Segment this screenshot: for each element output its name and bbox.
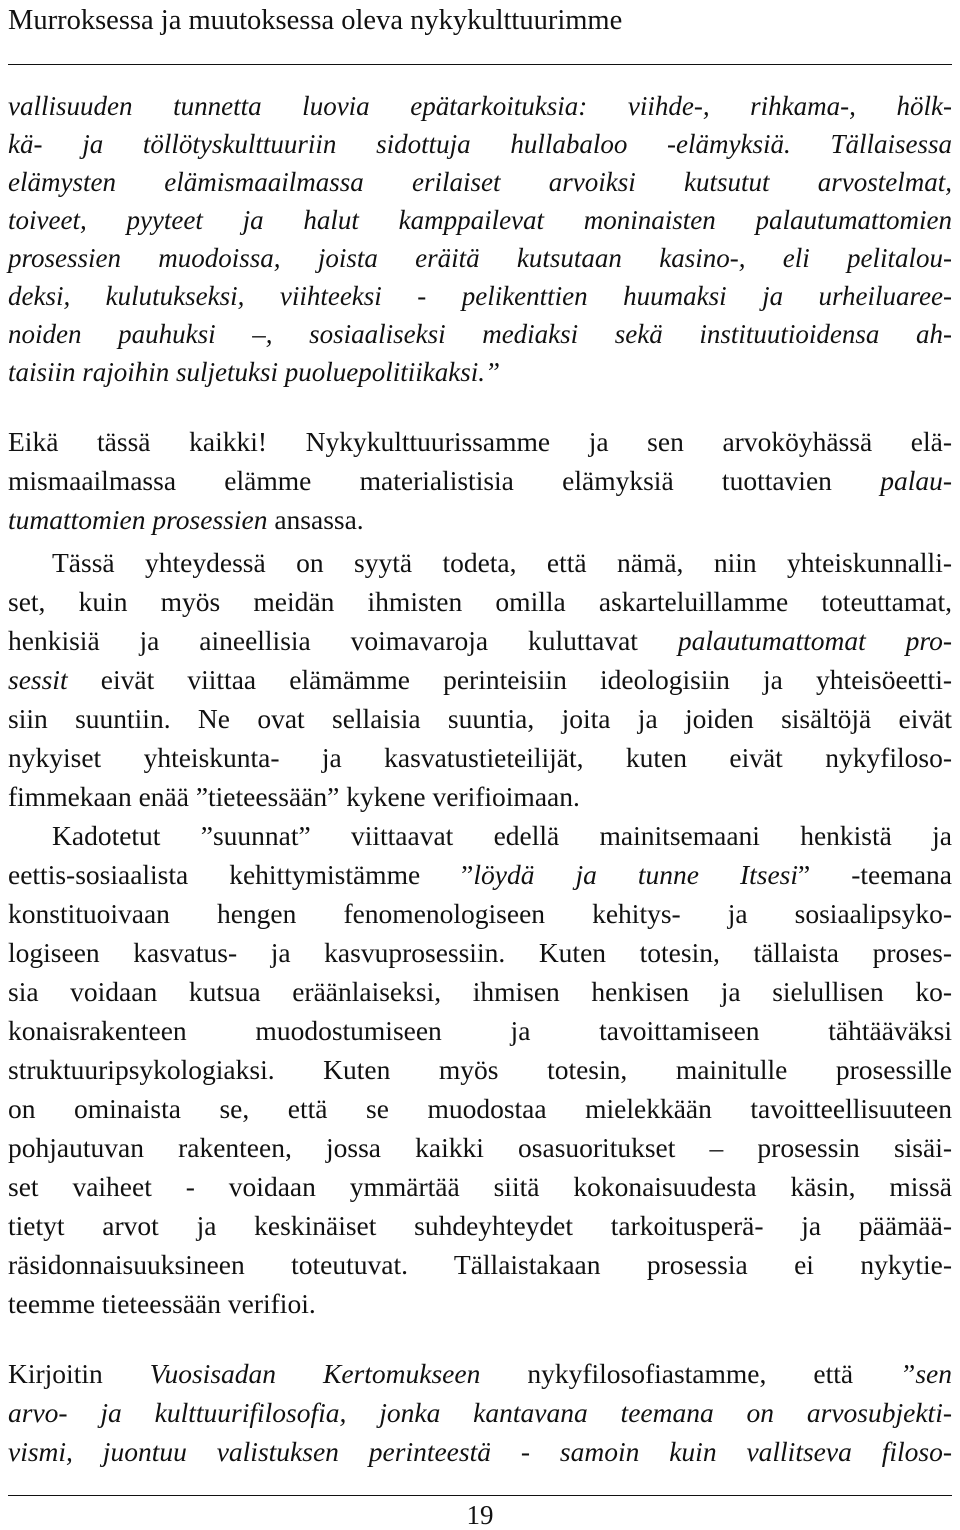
paragraph-line: teemme tieteessään verifioi. bbox=[8, 1288, 316, 1319]
paragraph-line: eettis-sosiaalista kehittymistämme ”löydä ja tunne Itsesi” -teemana bbox=[8, 859, 952, 890]
paragraph-line: Kadotetut ”suunnat” viittaavat edellä mainitsemaani henkistä ja bbox=[52, 820, 952, 851]
paragraph-line: Tässä yhteydessä on syytä todeta, että nämä, niin yhteiskunnalli- bbox=[52, 547, 952, 578]
paragraph-line: tumattomien prosessien ansassa. bbox=[8, 504, 364, 535]
page-number: 19 bbox=[466, 1500, 494, 1530]
paragraph-line: sia voidaan kutsua eräänlaiseksi, ihmisen henkisen ja sielullisen ko- bbox=[8, 976, 952, 1007]
quote-line: kä- ja töllötyskulttuuriin sidottuja hullabaloo -elämyksiä. Tällaisessa bbox=[8, 129, 952, 159]
paragraph-line: sessit eivät viittaa elämämme perinteisiin ideologisiin ja yhteisöeetti- bbox=[8, 664, 952, 695]
paragraph-line: Eikä tässä kaikki! Nykykulttuurissamme ja sen arvoköyhässä elä- bbox=[8, 426, 952, 457]
quote-line: vallisuuden tunnetta luovia epätarkoituksia: viihde-, rihkama-, hölk- bbox=[8, 91, 952, 121]
paragraph-line: vismi, juontuu valistuksen perinteestä - samoin kuin vallitseva filoso- bbox=[8, 1436, 952, 1467]
paragraph-line: logiseen kasvatus- ja kasvuprosessiin. Kuten totesin, tällaista proses- bbox=[8, 937, 952, 968]
paragraph-line: räsidonnaisuuksineen toteutuvat. Tällaistakaan prosessia ei nykytie- bbox=[8, 1249, 952, 1280]
quote-line: noiden pauhuksi –, sosiaaliseksi mediaksi sekä instituutioidensa ah- bbox=[8, 319, 952, 349]
paragraph-line: tietyt arvot ja keskinäiset suhdeyhteydet tarkoitusperä- ja päämää- bbox=[8, 1210, 952, 1241]
paragraph-line: struktuuripsykologiaksi. Kuten myös totesin, mainitulle prosessille bbox=[8, 1054, 952, 1085]
paragraph-line: Kirjoitin Vuosisadan Kertomukseen nykyfilosofiastamme, että ”sen bbox=[8, 1358, 952, 1389]
quote-line: toiveet, pyyteet ja halut kamppailevat moninaisten palautumattomien bbox=[8, 205, 952, 235]
quote-line: prosessien muodoissa, joista eräitä kutsutaan kasino-, eli pelitalou- bbox=[8, 243, 952, 273]
header-rule bbox=[8, 64, 952, 65]
paragraph-line: mismaailmassa elämme materialistisia elämyksiä tuottavien palau- bbox=[8, 465, 952, 496]
paragraph-line: siin suuntiin. Ne ovat sellaisia suuntia, joita ja joiden sisältöjä eivät bbox=[8, 703, 952, 734]
paragraph-line: konstituoivaan hengen fenomenologiseen kehitys- ja sosiaalipsyko- bbox=[8, 898, 952, 929]
paragraph-line: fimmekaan enää ”tieteessään” kykene verifioimaan. bbox=[8, 781, 580, 812]
running-header: Murroksessa ja muutoksessa oleva nykykulttuurimme bbox=[8, 5, 623, 36]
paragraph-line: set vaiheet - voidaan ymmärtää siitä kokonaisuudesta käsin, missä bbox=[8, 1171, 952, 1202]
paragraph-line: henkisiä ja aineellisia voimavaroja kuluttavat palautumattomat pro- bbox=[8, 625, 952, 656]
paragraph-line: konaisrakenteen muodostumiseen ja tavoittamiseen tähtääväksi bbox=[8, 1015, 952, 1046]
quote-line: elämysten elämismaailmassa erilaiset arvoiksi kutsutut arvostelmat, bbox=[8, 167, 952, 197]
paragraph-line: nykyiset yhteiskunta- ja kasvatustieteilijät, kuten eivät nykyfiloso- bbox=[8, 742, 952, 773]
quote-line: taisiin rajoihin suljetuksi puoluepolitiikaksi.” bbox=[8, 357, 500, 387]
paragraph-line: pohjautuvan rakenteen, jossa kaikki osasuoritukset – prosessin sisäi- bbox=[8, 1132, 952, 1163]
quote-line: deksi, kulutukseksi, viihteeksi - pelikenttien huumaksi ja urheiluaree- bbox=[8, 281, 952, 311]
paragraph-line: arvo- ja kulttuurifilosofia, jonka kantavana teemana on arvosubjekti- bbox=[8, 1397, 952, 1428]
footer-rule bbox=[8, 1495, 952, 1496]
paragraph-line: on ominaista se, että se muodostaa mielekkään tavoitteellisuuteen bbox=[8, 1093, 952, 1124]
paragraph-line: set, kuin myös meidän ihmisten omilla askarteluillamme toteuttamat, bbox=[8, 586, 952, 617]
